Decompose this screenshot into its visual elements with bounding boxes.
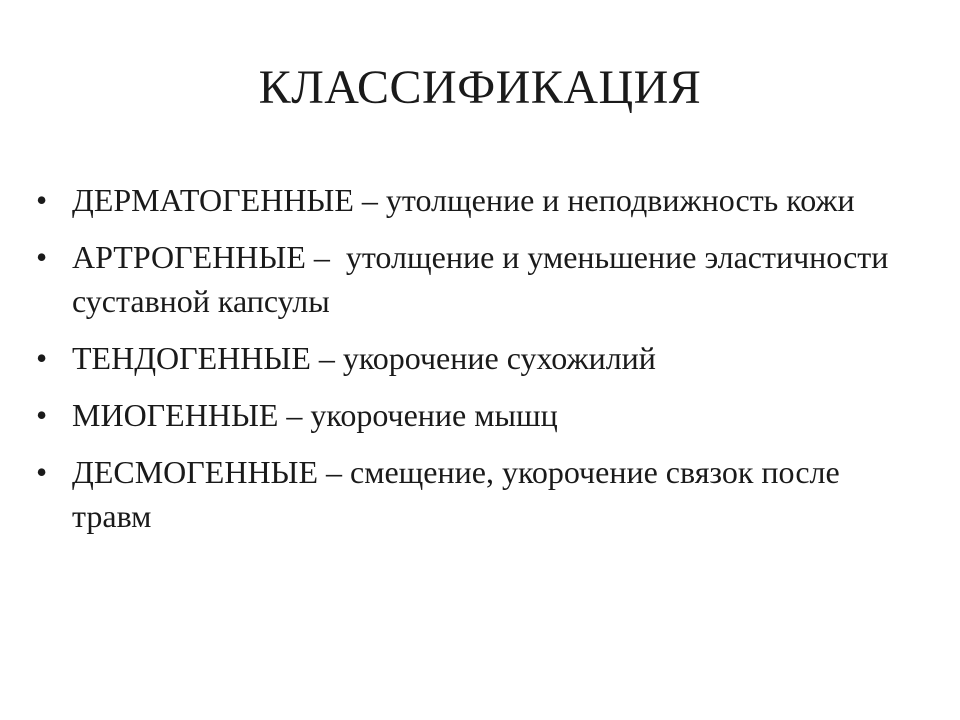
list-item-text: ДЕСМОГЕННЫЕ – смещение, укорочение связок после травм bbox=[72, 454, 840, 534]
bullet-icon: • bbox=[36, 182, 48, 218]
slide-title: КЛАССИФИКАЦИЯ bbox=[258, 61, 702, 114]
bullet-icon: • bbox=[36, 397, 48, 433]
list-item bbox=[36, 450, 916, 538]
list-item-text: ТЕНДОГЕННЫЕ – укорочение сухожилий bbox=[72, 340, 656, 376]
list-item bbox=[36, 178, 916, 222]
bullet-icon: • bbox=[36, 239, 48, 275]
bullet-icon: • bbox=[36, 340, 48, 376]
bullet-list bbox=[36, 178, 916, 551]
list-item bbox=[36, 393, 916, 437]
bullet-icon: • bbox=[36, 454, 48, 490]
list-item bbox=[36, 336, 916, 380]
list-item-text: ДЕРМАТОГЕННЫЕ – утолщение и неподвижность кожи bbox=[72, 182, 855, 218]
list-item-text: АРТРОГЕННЫЕ – утолщение и уменьшение эластичности суставной капсулы bbox=[72, 239, 897, 319]
list-item bbox=[36, 235, 916, 323]
list-item-text: МИОГЕННЫЕ – укорочение мышц bbox=[72, 397, 558, 433]
